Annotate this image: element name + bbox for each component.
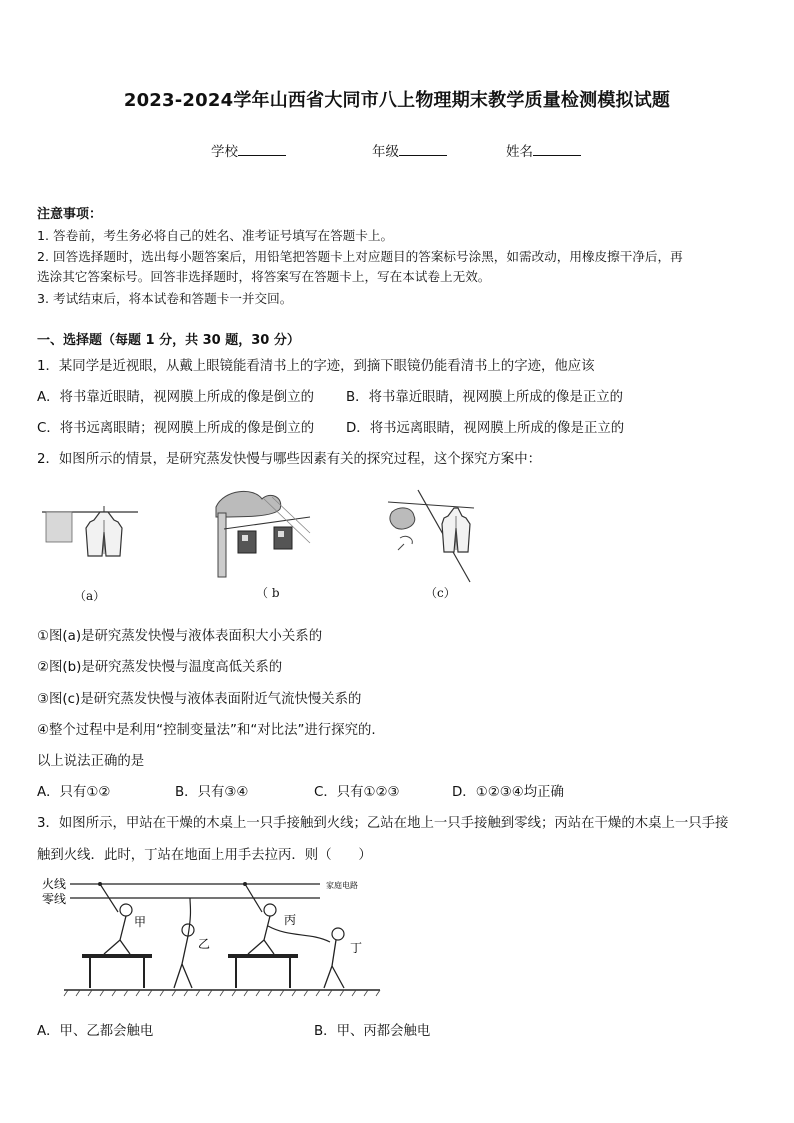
q2-option-d: D．①②③④均正确 (452, 785, 564, 800)
q2-option-a: A．只有①② (37, 785, 111, 800)
note-2-line-2: 选涂其它答案标号。回答非选择题时，将答案写在答题卡上，写在本试卷上无效。 (37, 269, 491, 284)
person-bing-label: 丙 (284, 913, 297, 927)
q1-stem: 1．某同学是近视眼，从戴上眼镜能看清书上的字迹，到摘下眼镜仍能看清书上的字迹，他应该 (37, 359, 595, 374)
note-2-line-1: 2. 回答选择题时，选出每小题答案后，用铅笔把答题卡上对应题目的答案标号涂黑，如需改动，用橡皮擦干净后，再 (37, 249, 683, 264)
q2-statement-4: ④整个过程中是利用“控制变量法”和“对比法”进行探究的. (37, 723, 376, 738)
q2-option-c: C．只有①②③ (314, 785, 400, 800)
q1-option-d: D．将书远离眼睛，视网膜上所成的像是正立的 (346, 421, 625, 436)
live-wire-label: 火线 (42, 877, 67, 891)
school-field (211, 140, 286, 160)
q2-caption-a: （a） (74, 589, 106, 603)
note-3: 3. 考试结束后，将本试卷和答题卡一并交回。 (37, 291, 293, 306)
q2-statement-1: ①图(a)是研究蒸发快慢与液体表面积大小关系的 (37, 629, 323, 644)
q1-option-b: B．将书靠近眼睛，视网膜上所成的像是正立的 (346, 390, 623, 405)
q2-figure-b (214, 487, 312, 579)
q3-figure (40, 872, 385, 1000)
person-yi-label: 乙 (198, 937, 211, 951)
q2-statement-2: ②图(b)是研究蒸发快慢与温度高低关系的 (37, 660, 283, 675)
circuit-label: 家庭电路 (326, 881, 358, 890)
note-1: 1. 答卷前，考生务必将自己的姓名、准考证号填写在答题卡上。 (37, 228, 394, 243)
name-field (506, 140, 581, 160)
q1-option-c: C．将书远离眼睛；视网膜上所成的像是倒立的 (37, 421, 315, 436)
name-label: 姓名 (506, 144, 533, 160)
grade-field (372, 140, 447, 160)
q2-stem: 2．如图所示的情景，是研究蒸发快慢与哪些因素有关的探究过程，这个探究方案中： (37, 452, 541, 467)
q2-figure-a (40, 498, 140, 570)
q2-option-b: B．只有③④ (175, 785, 249, 800)
q2-figure-c (384, 488, 476, 584)
notes-heading: 注意事项： (37, 207, 103, 222)
grade-label: 年级 (372, 144, 399, 160)
page-title: 2023-2024学年山西省大同市八上物理期末教学质量检测模拟试题 (123, 90, 671, 111)
q3-stem-line-2: 触到火线．此时，丁站在地面上用手去拉丙．则（ ） (37, 848, 372, 863)
person-ding-label: 丁 (350, 941, 363, 955)
section-heading: 一、选择题（每题 1 分，共 30 题，30 分） (37, 333, 300, 348)
q3-option-a: A．甲、乙都会触电 (37, 1024, 154, 1039)
person-jia-label: 甲 (134, 915, 147, 929)
neutral-wire-label: 零线 (42, 892, 67, 906)
q2-caption-c: （c） (425, 586, 456, 600)
q1-option-a: A．将书靠近眼睛，视网膜上所成的像是倒立的 (37, 390, 314, 405)
q3-option-b: B．甲、丙都会触电 (314, 1024, 431, 1039)
grade-blank (399, 143, 447, 156)
q2-caption-b: （ b (256, 586, 280, 600)
school-blank (238, 143, 286, 156)
q3-stem-line-1: 3．如图所示，甲站在干燥的木桌上一只手接触到火线；乙站在地上一只手接触到零线；丙站在干燥的木桌上一只手接 (37, 816, 729, 831)
school-label: 学校 (211, 144, 238, 160)
q2-statement-3: ③图(c)是研究蒸发快慢与液体表面附近气流快慢关系的 (37, 692, 362, 707)
q2-question: 以上说法正确的是 (37, 754, 145, 769)
name-blank (533, 143, 581, 156)
